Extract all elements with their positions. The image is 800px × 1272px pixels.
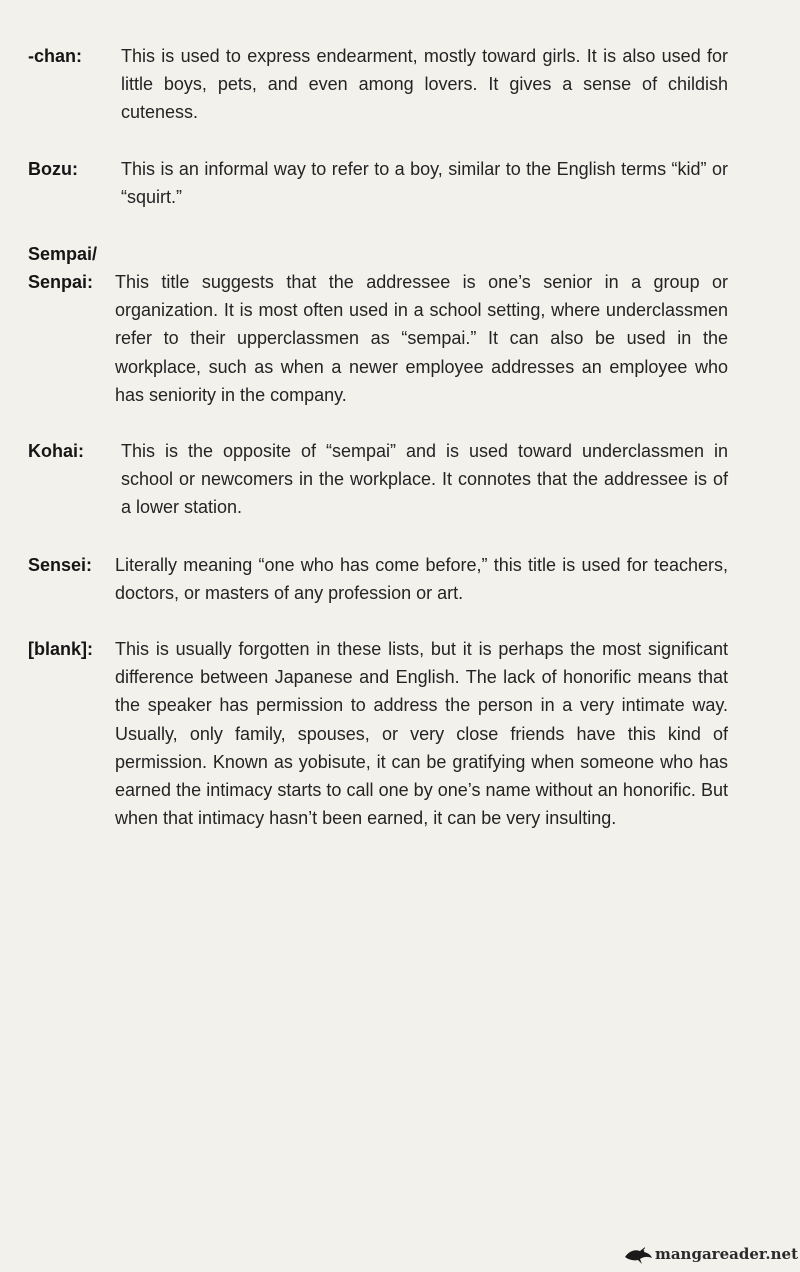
- entry-row: [28, 42, 728, 127]
- crow-logo-icon: [623, 1243, 653, 1265]
- glossary-term: Senpai:: [28, 272, 94, 292]
- glossary-term: Bozu:: [28, 159, 78, 179]
- glossary-entry-senpai: [28, 240, 728, 409]
- entry-row: [28, 635, 728, 832]
- glossary-definition: This is used to express endearment, mostly toward girls. It is also used for little boys, pets, and even among lovers. It gives a sense of childish cuteness.: [121, 46, 728, 123]
- glossary-entry-bozu: [28, 155, 728, 211]
- glossary-definition: This is the opposite of “sempai” and is used toward underclassmen in school or newcomers in the workplace. It connotes that the addressee is of a lower station.: [121, 441, 728, 518]
- glossary-term-prefix: Sempai/: [28, 244, 98, 264]
- glossary-definition: This title suggests that the addressee is one’s senior in a group or organization. It is most often used in a school setting, where underclassmen refer to their upperclassmen as “sempai.” It can also be used in the workplace, such as when a newer employee addresses an employee who has seniority in the company.: [115, 272, 728, 405]
- glossary-term: [blank]:: [28, 639, 93, 659]
- entry-row: [28, 551, 728, 607]
- watermark-text: mangareader.net: [654, 1245, 798, 1263]
- glossary-entry-kohai: [28, 437, 728, 522]
- glossary-term: Sensei:: [28, 555, 93, 575]
- glossary-term: -chan:: [28, 46, 82, 66]
- site-watermark: [623, 1242, 798, 1266]
- entry-row: [28, 268, 728, 409]
- entry-row: [28, 155, 728, 211]
- glossary-entry-sensei: [28, 551, 728, 607]
- entry-row: [28, 437, 728, 522]
- glossary-definition: Literally meaning “one who has come before,” this title is used for teachers, doctors, or masters of any profession or art.: [115, 555, 728, 604]
- glossary-definition: This is an informal way to refer to a boy, similar to the English terms “kid” or “squirt.”: [121, 159, 728, 208]
- glossary-definition: This is usually forgotten in these lists, but it is perhaps the most significant difference between Japanese and English. The lack of honorific means that the speaker has permission to address the person in a very intimate way. Usually, only family, spouses, or very close friends have this kind of permission. Known as yobisute, it can be gratifying when someone who has earned the intimacy starts to call one by one’s name without an honorific. But when that intimacy hasn’t been earned, it can be very insulting.: [115, 639, 728, 829]
- glossary-entry-blank: [28, 635, 728, 832]
- glossary-entry-chan: [28, 42, 728, 127]
- glossary-term: Kohai:: [28, 441, 84, 461]
